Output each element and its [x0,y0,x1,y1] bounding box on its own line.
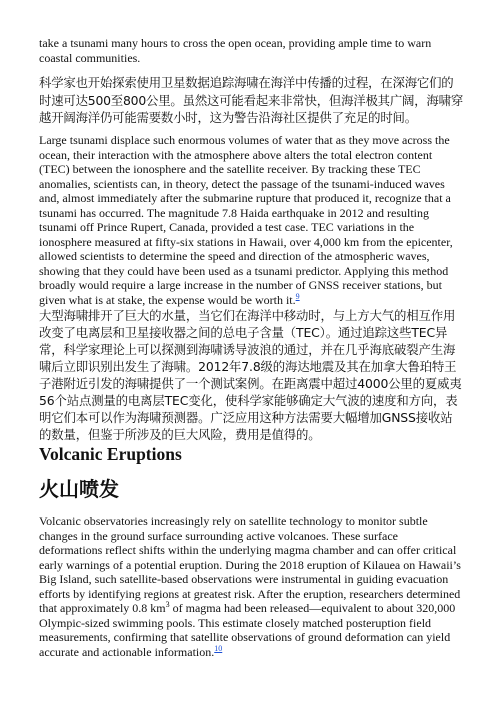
paragraph-text: 科学家也开始探索使用卫星数据追踪海啸在海洋中传播的过程，在深海它们的时速可达500至800公里。虽然这可能看起来非常快，但海洋极其广阔，海啸穿越开阔海洋仍可能需要数小时，这为警告沿海社区提供了充足的时间。 [39,75,464,125]
section-heading-en: Volcanic Eruptions [39,444,182,464]
footnote-link-10[interactable]: 10 [214,643,223,653]
paragraph-text: of magma had been released—equivalent to about 320,000 Olympic-sized swimming pools. This estimate closely matched posteruption field measurements, confirming that satellite observations of ground deformation can yield accurate and actionable information. [39,601,456,659]
paragraph-zh-2 [39,307,463,443]
paragraph-en-3 [39,514,463,659]
section-heading-zh: 火山喷发 [39,477,119,501]
footnote-link-9[interactable]: 9 [295,291,300,301]
paragraph-text: Large tsunami displace such enormous volumes of water that as they move across the ocean, their interaction with the atmosphere above alters the total electron content (TEC) between the ionosphere and the satellite receiver. By tracking these TEC anomalies, scientists can, in theory, detect the passage of the tsunami-induced waves and, almost immediately after the submarine rupture that produced it, recognize that a tsunami has occurred. The magnitude 7.8 Haida earthquake in 2012 and resulting tsunami off Prince Rupert, Canada, provided a test case. TEC variations in the ionosphere measured at fifty-six stations in Hawaii, over 4,000 km from the epicenter, allowed scientists to determine the speed and direction of the atmospheric waves, showing that they could have been used as a tsunami predictor. Applying this method broadly would require a large increase in the number of GNSS receiver stations, but given what is at stake, the expense would be worth it. [39,133,453,307]
paragraph-zh-1 [39,74,463,127]
paragraph-en-1 [39,36,463,65]
paragraph-text: take a tsunami many hours to cross the open ocean, providing ample time to warn coastal communities. [39,36,432,65]
paragraph-text: Volcanic observatories increasingly rely on satellite technology to monitor subtle changes in the ground surface surrounding active volcanoes. These surface deformations reflect shifts within the underlying magma chamber and can offer critical early warnings of a potential eruption. During the 2018 eruption of Kilauea on Hawaii’s Big Island, such satellite-based observations were instrumental in guiding evacuation efforts by identifying regions at greatest risk. After the eruption, researchers determined that approximately 0.8 km [39,514,461,615]
paragraph-text: 大型海啸排开了巨大的水量，当它们在海洋中移动时，与上方大气的相互作用改变了电离层和卫星接收器之间的总电子含量（TEC）。通过追踪这些TEC异常，科学家理论上可以探测到海啸诱导波浪的通过，并在几乎海底破裂产生海啸后立即识别出发生了海啸。2012年7.8级的海达地震及其在加拿大鲁珀特王子港附近引发的海啸提供了一个测试案例。在距离震中超过4000公里的夏威夷56个站点测量的电离层TEC变化，使科学家能够确定大气波的速度和方向，表明它们本可以作为海啸预测器。广泛应用这种方法需要大幅增加GNSS接收站的数量，但鉴于所涉及的巨大风险，费用是值得的。 [39,308,462,442]
superscript: 3 [165,600,170,609]
paragraph-en-2 [39,133,463,307]
